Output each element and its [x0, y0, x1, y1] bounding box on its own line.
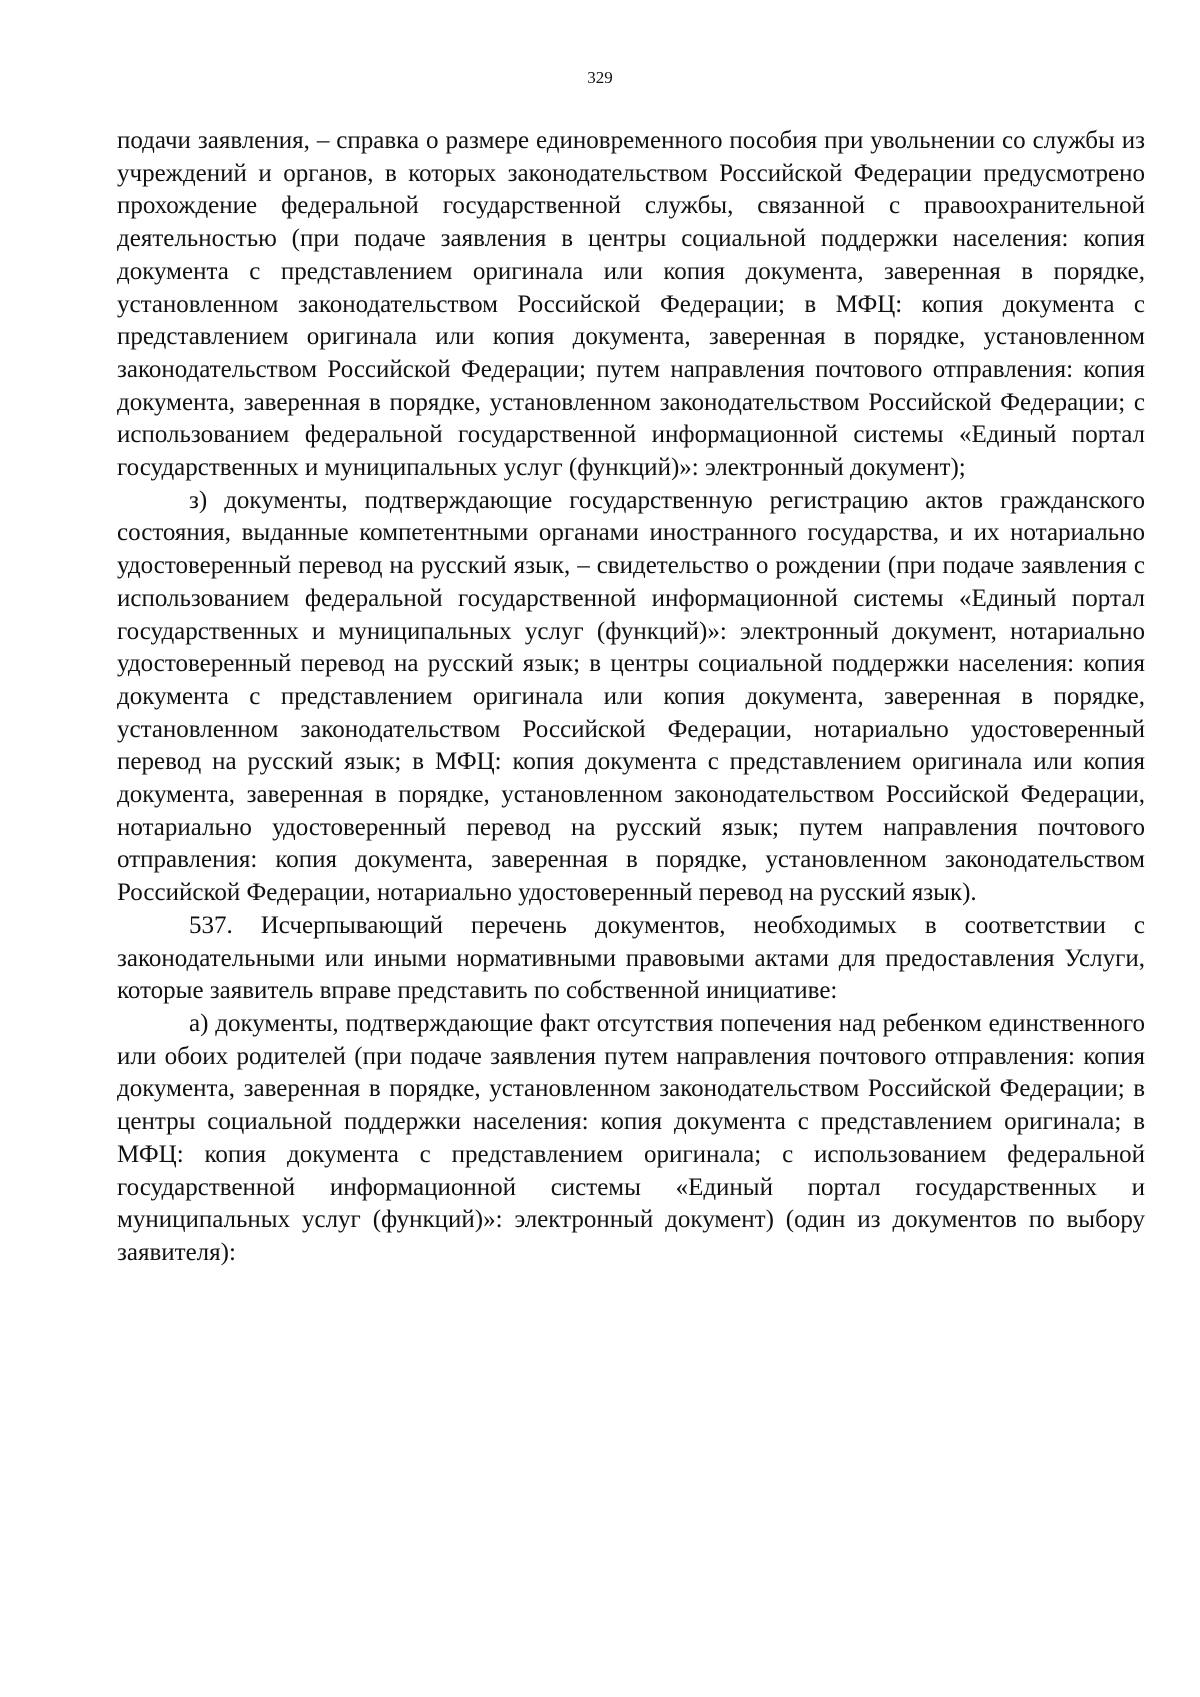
paragraph-item-a: а) документы, подтверждающие факт отсутствия попечения над ребенком единственного или обоих родителей (при подаче заявления путем направления почтового отправления: копия документа, заверенная в порядке, установленном законодательством Российской Федерации; в центры социальной поддержки населения: копия документа с представлением оригинала; в МФЦ: копия документа с представлением оригинала; с использованием федеральной государственной информационной системы «Единый портал государственных и муниципальных услуг (функций)»: электронный документ) (один из документов по выбору заявителя): — [117, 1009, 1145, 1266]
page-number: 329 — [587, 68, 613, 87]
document-body — [117, 125, 1145, 1270]
paragraph-item-z: з) документы, подтверждающие государственную регистрацию актов гражданского состояния, выданные компетентными органами иностранного государства, и их нотариально удостоверенный перевод на русский язык, – свидетельство о рождении (при подаче заявления с использованием федеральной государственной информационной системы «Единый портал государственных и муниципальных услуг (функций)»: электронный документ, нотариально удостоверенный перевод на русский язык; в центры социальной поддержки населения: копия документа с представлением оригинала или копия документа, заверенная в порядке, установленном законодательством Российской Федерации, нотариально удостоверенный перевод на русский язык; в МФЦ: копия документа с представлением оригинала или копия документа, заверенная в порядке, установленном законодательством Российской Федерации, нотариально удостоверенный перевод на русский язык; путем направления почтового отправления: копия документа, заверенная в порядке, установленном законодательством Российской Федерации, нотариально удостоверенный перевод на русский язык). — [117, 486, 1145, 907]
paragraph-continuation: подачи заявления, – справка о размере единовременного пособия при увольнении со службы из учреждений и органов, в которых законодательством Российской Федерации предусмотрено прохождение федеральной государственной службы, связанной с правоохранительной деятельностью (при подаче заявления в центры социальной поддержки населения: копия документа с представлением оригинала или копия документа, заверенная в порядке, установленном законодательством Российской Федерации; в МФЦ: копия документа с представлением оригинала или копия документа, заверенная в порядке, установленном законодательством Российской Федерации; путем направления почтового отправления: копия документа, заверенная в порядке, установленном законодательством Российской Федерации; с использованием федеральной государственной информационной системы «Единый портал государственных и муниципальных услуг (функций)»: электронный документ); — [117, 127, 1145, 482]
paragraph-537: 537. Исчерпывающий перечень документов, необходимых в соответствии с законодательными или иными нормативными правовыми актами для предоставления Услуги, которые заявитель вправе представить по собственной инициативе: — [117, 911, 1145, 1005]
